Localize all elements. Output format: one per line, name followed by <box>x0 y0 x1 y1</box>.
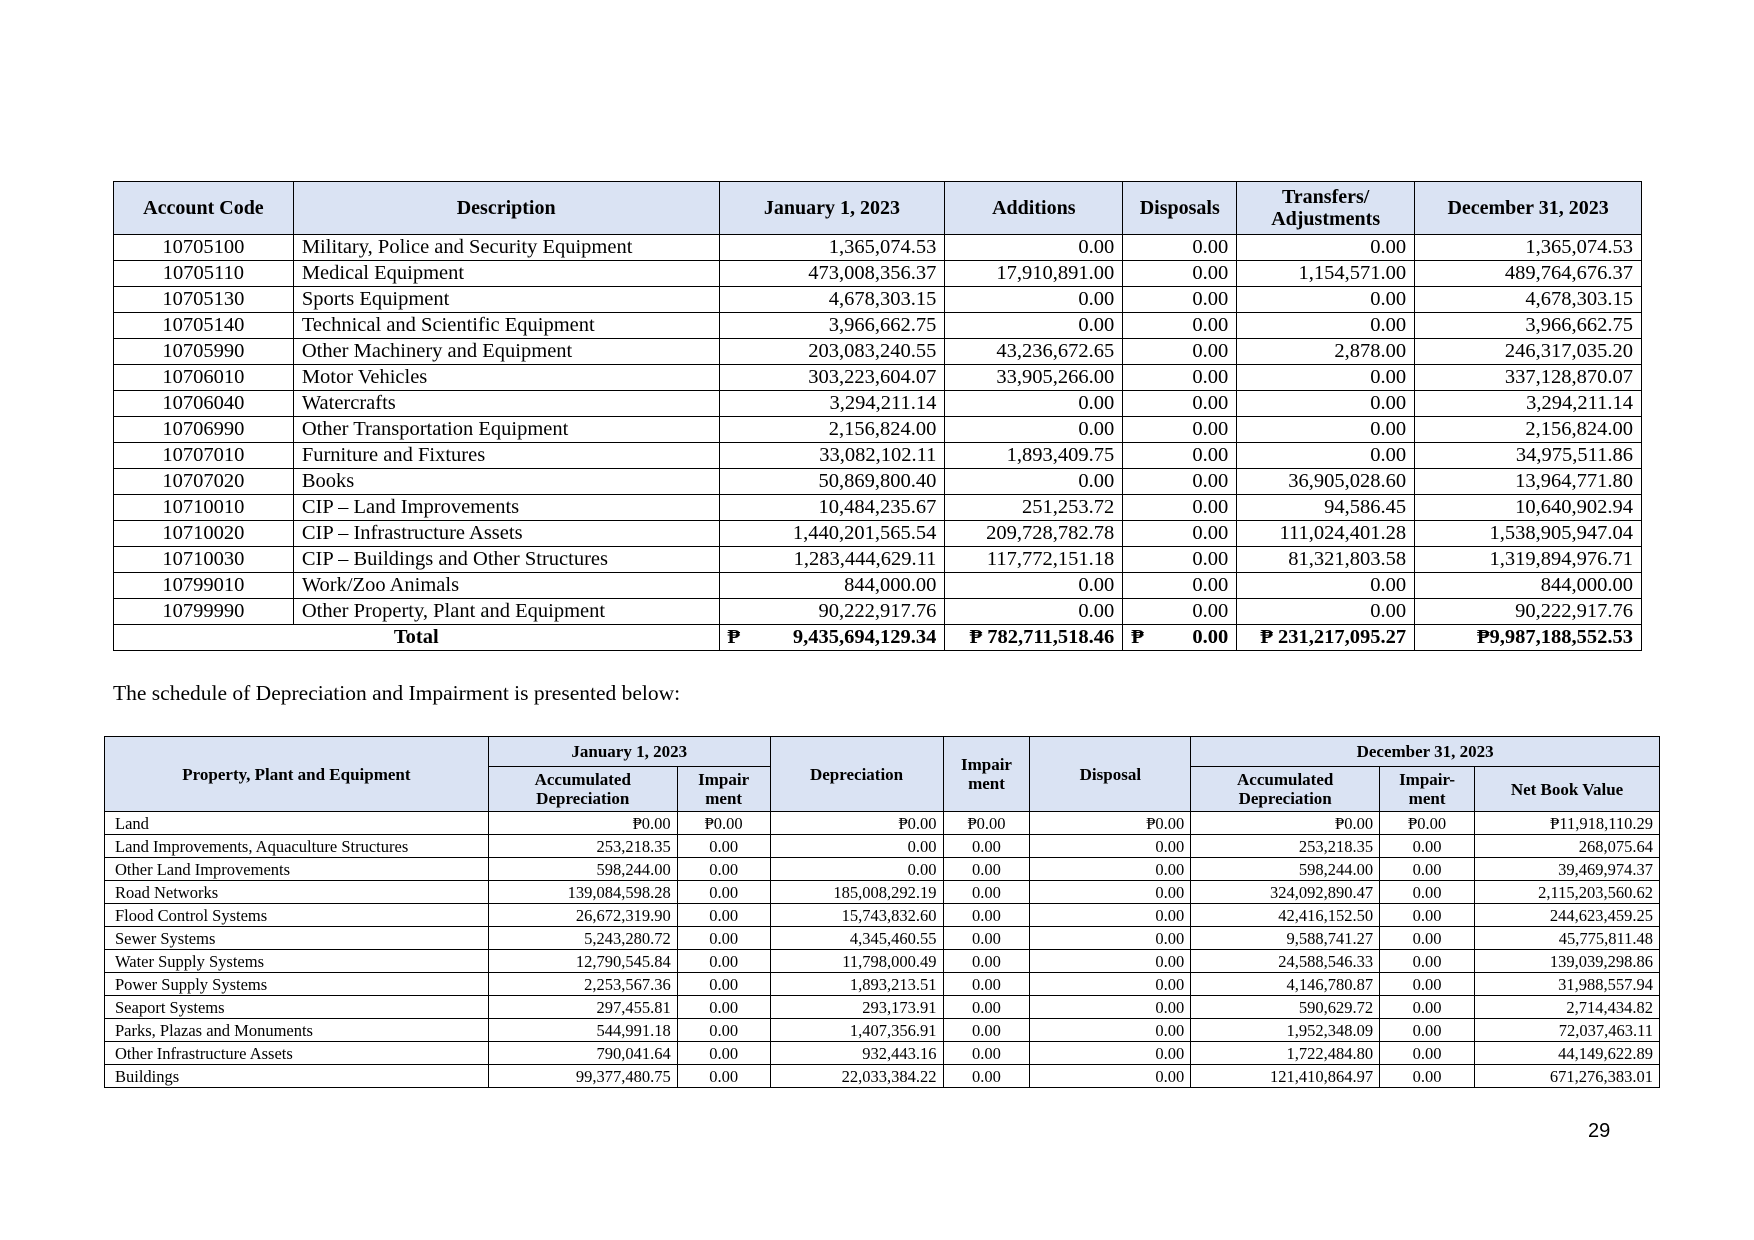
ppe-cell-transfers: 81,321,803.58 <box>1237 547 1415 573</box>
ppe-cell-additions: 251,253.72 <box>945 495 1123 521</box>
ppe-total-row <box>114 625 1642 651</box>
dep-cell-dep: 15,743,832.60 <box>770 904 943 927</box>
header-jan1: January 1, 2023 <box>719 182 945 235</box>
header-description: Description <box>293 182 719 235</box>
dep-cell-nbv: 45,775,811.48 <box>1475 927 1660 950</box>
dep-cell-imp: 0.00 <box>943 927 1030 950</box>
dep-cell-jan_acc: 598,244.00 <box>488 858 677 881</box>
ppe-cell-jan1: 10,484,235.67 <box>719 495 945 521</box>
ppe-cell-dec31: 1,365,074.53 <box>1415 235 1642 261</box>
ppe-cell-disposals: 0.00 <box>1123 547 1237 573</box>
table-row <box>114 495 1642 521</box>
ppe-cell-dec31: 13,964,771.80 <box>1415 469 1642 495</box>
ppe-cell-code: 10706040 <box>114 391 294 417</box>
table-row <box>105 950 1660 973</box>
ppe-cell-description: Technical and Scientific Equipment <box>293 313 719 339</box>
ppe-cell-code: 10707020 <box>114 469 294 495</box>
dep-cell-disp: 0.00 <box>1030 950 1191 973</box>
dep-cell-imp: 0.00 <box>943 858 1030 881</box>
ppe-cell-description: CIP – Infrastructure Assets <box>293 521 719 547</box>
dep-cell-imp: 0.00 <box>943 996 1030 1019</box>
table-row <box>105 835 1660 858</box>
total-disposals-cell <box>1123 625 1237 651</box>
total-jan1: 9,435,694,129.34 <box>792 626 937 648</box>
ppe-cell-transfers: 1,154,571.00 <box>1237 261 1415 287</box>
ppe-cell-disposals: 0.00 <box>1123 339 1237 365</box>
total-currency-symbol: ₱ <box>727 626 741 648</box>
total-jan1-cell <box>719 625 945 651</box>
ppe-cell-code: 10705140 <box>114 313 294 339</box>
ppe-cell-jan1: 203,083,240.55 <box>719 339 945 365</box>
dep-header-dec-acc <box>1191 767 1380 812</box>
dep-cell-jan_imp: 0.00 <box>677 858 770 881</box>
dep-cell-nbv: 39,469,974.37 <box>1475 858 1660 881</box>
ppe-cell-transfers: 0.00 <box>1237 573 1415 599</box>
ppe-cell-description: Other Machinery and Equipment <box>293 339 719 365</box>
dep-cell-dec_acc: 253,218.35 <box>1191 835 1380 858</box>
ppe-cell-dec31: 1,538,905,947.04 <box>1415 521 1642 547</box>
ppe-cell-description: Medical Equipment <box>293 261 719 287</box>
dep-cell-item: Flood Control Systems <box>105 904 489 927</box>
ppe-cell-transfers: 2,878.00 <box>1237 339 1415 365</box>
table-row <box>105 973 1660 996</box>
dep-cell-dep: 932,443.16 <box>770 1042 943 1065</box>
ppe-cell-disposals: 0.00 <box>1123 469 1237 495</box>
dep-cell-jan_acc: 253,218.35 <box>488 835 677 858</box>
ppe-cell-transfers: 0.00 <box>1237 443 1415 469</box>
ppe-cell-code: 10710030 <box>114 547 294 573</box>
dep-cell-dep: 11,798,000.49 <box>770 950 943 973</box>
dep-cell-dep: 1,407,356.91 <box>770 1019 943 1042</box>
dep-cell-jan_imp: 0.00 <box>677 927 770 950</box>
ppe-cell-additions: 209,728,782.78 <box>945 521 1123 547</box>
dep-cell-dep: 293,173.91 <box>770 996 943 1019</box>
ppe-schedule-table <box>113 181 1642 651</box>
table-row <box>114 417 1642 443</box>
dep-cell-jan_imp: 0.00 <box>677 996 770 1019</box>
ppe-cell-additions: 0.00 <box>945 391 1123 417</box>
ppe-cell-dec31: 246,317,035.20 <box>1415 339 1642 365</box>
total-disposals-currency: ₱ <box>1131 626 1144 648</box>
dep-header-jan-acc-line2: Depreciation <box>536 789 630 808</box>
ppe-cell-dec31: 34,975,511.86 <box>1415 443 1642 469</box>
dep-cell-jan_imp: 0.00 <box>677 835 770 858</box>
dep-header-dec-impair-line2: ment <box>1408 789 1446 808</box>
ppe-cell-transfers: 0.00 <box>1237 235 1415 261</box>
ppe-cell-disposals: 0.00 <box>1123 443 1237 469</box>
header-disposals: Disposals <box>1123 182 1237 235</box>
ppe-cell-transfers: 0.00 <box>1237 365 1415 391</box>
dep-header-jan-impair-line1: Impair <box>698 770 750 789</box>
ppe-cell-jan1: 1,365,074.53 <box>719 235 945 261</box>
total-label: Total <box>114 625 720 651</box>
dep-cell-dec_imp: 0.00 <box>1380 996 1475 1019</box>
dep-cell-nbv: 268,075.64 <box>1475 835 1660 858</box>
ppe-cell-description: CIP – Land Improvements <box>293 495 719 521</box>
dep-cell-imp: 0.00 <box>943 950 1030 973</box>
dep-cell-disp: 0.00 <box>1030 858 1191 881</box>
dep-cell-dec_acc: 324,092,890.47 <box>1191 881 1380 904</box>
table-row <box>105 812 1660 835</box>
dep-cell-nbv: 2,115,203,560.62 <box>1475 881 1660 904</box>
table-row <box>114 313 1642 339</box>
dep-cell-item: Sewer Systems <box>105 927 489 950</box>
dep-cell-jan_acc: 297,455.81 <box>488 996 677 1019</box>
dep-cell-jan_acc: 26,672,319.90 <box>488 904 677 927</box>
ppe-cell-additions: 0.00 <box>945 573 1123 599</box>
ppe-cell-additions: 17,910,891.00 <box>945 261 1123 287</box>
dep-header-dec-acc-line1: Accumulated <box>1237 770 1334 789</box>
ppe-cell-description: Work/Zoo Animals <box>293 573 719 599</box>
total-transfers: ₱ 231,217,095.27 <box>1237 625 1415 651</box>
dep-header-disposal: Disposal <box>1030 737 1191 812</box>
ppe-cell-transfers: 0.00 <box>1237 417 1415 443</box>
dep-header-jan1: January 1, 2023 <box>488 737 770 767</box>
dep-cell-jan_imp: 0.00 <box>677 1019 770 1042</box>
dep-cell-dep: 22,033,384.22 <box>770 1065 943 1088</box>
ppe-cell-code: 10707010 <box>114 443 294 469</box>
table-row <box>105 904 1660 927</box>
table-row <box>105 1065 1660 1088</box>
ppe-header-row <box>114 182 1642 235</box>
dep-cell-dec_imp: 0.00 <box>1380 973 1475 996</box>
ppe-cell-jan1: 303,223,604.07 <box>719 365 945 391</box>
dep-cell-jan_acc: 139,084,598.28 <box>488 881 677 904</box>
dep-cell-dec_acc: 24,588,546.33 <box>1191 950 1380 973</box>
table-row <box>114 365 1642 391</box>
dep-header-dec-acc-line2: Depreciation <box>1238 789 1332 808</box>
dep-cell-disp: 0.00 <box>1030 973 1191 996</box>
dep-cell-dec_acc: 9,588,741.27 <box>1191 927 1380 950</box>
dep-cell-item: Water Supply Systems <box>105 950 489 973</box>
ppe-cell-disposals: 0.00 <box>1123 261 1237 287</box>
ppe-cell-disposals: 0.00 <box>1123 573 1237 599</box>
dep-cell-disp: 0.00 <box>1030 835 1191 858</box>
ppe-cell-description: Military, Police and Security Equipment <box>293 235 719 261</box>
dep-cell-disp: 0.00 <box>1030 1042 1191 1065</box>
depreciation-schedule-table <box>104 736 1660 1088</box>
ppe-cell-code: 10799010 <box>114 573 294 599</box>
dep-cell-dep: ₱0.00 <box>770 812 943 835</box>
ppe-cell-jan1: 3,966,662.75 <box>719 313 945 339</box>
dep-cell-jan_acc: 5,243,280.72 <box>488 927 677 950</box>
ppe-cell-jan1: 3,294,211.14 <box>719 391 945 417</box>
ppe-cell-jan1: 473,008,356.37 <box>719 261 945 287</box>
ppe-cell-jan1: 50,869,800.40 <box>719 469 945 495</box>
header-dec31: December 31, 2023 <box>1415 182 1642 235</box>
dep-cell-dec_imp: 0.00 <box>1380 1019 1475 1042</box>
ppe-cell-code: 10705100 <box>114 235 294 261</box>
dep-cell-disp: 0.00 <box>1030 881 1191 904</box>
dep-header-dec31: December 31, 2023 <box>1191 737 1660 767</box>
ppe-cell-dec31: 10,640,902.94 <box>1415 495 1642 521</box>
dep-cell-disp: 0.00 <box>1030 996 1191 1019</box>
total-additions: ₱ 782,711,518.46 <box>945 625 1123 651</box>
dep-cell-jan_imp: 0.00 <box>677 950 770 973</box>
dep-header-dec-impair <box>1380 767 1475 812</box>
table-row <box>114 547 1642 573</box>
ppe-cell-description: Books <box>293 469 719 495</box>
ppe-cell-description: Other Transportation Equipment <box>293 417 719 443</box>
dep-header-row-1 <box>105 737 1660 767</box>
dep-cell-dep: 0.00 <box>770 835 943 858</box>
table-row <box>114 261 1642 287</box>
table-row <box>114 573 1642 599</box>
dep-cell-jan_acc: ₱0.00 <box>488 812 677 835</box>
dep-cell-jan_imp: 0.00 <box>677 1042 770 1065</box>
ppe-cell-transfers: 36,905,028.60 <box>1237 469 1415 495</box>
dep-cell-dec_imp: ₱0.00 <box>1380 812 1475 835</box>
ppe-cell-dec31: 90,222,917.76 <box>1415 599 1642 625</box>
header-transfers-line1: Transfers/ <box>1281 186 1370 208</box>
ppe-cell-jan1: 1,440,201,565.54 <box>719 521 945 547</box>
dep-cell-dec_imp: 0.00 <box>1380 1065 1475 1088</box>
ppe-cell-code: 10705110 <box>114 261 294 287</box>
table-row <box>105 1019 1660 1042</box>
dep-cell-dep: 1,893,213.51 <box>770 973 943 996</box>
dep-cell-dec_acc: 4,146,780.87 <box>1191 973 1380 996</box>
dep-cell-imp: 0.00 <box>943 881 1030 904</box>
table-row <box>114 469 1642 495</box>
dep-cell-jan_imp: 0.00 <box>677 1065 770 1088</box>
dep-cell-item: Parks, Plazas and Monuments <box>105 1019 489 1042</box>
ppe-cell-dec31: 2,156,824.00 <box>1415 417 1642 443</box>
table-row <box>114 235 1642 261</box>
table-row <box>114 443 1642 469</box>
ppe-cell-additions: 117,772,151.18 <box>945 547 1123 573</box>
ppe-cell-disposals: 0.00 <box>1123 521 1237 547</box>
dep-cell-dec_acc: 1,952,348.09 <box>1191 1019 1380 1042</box>
dep-header-dec-impair-line1: Impair- <box>1399 770 1456 789</box>
dep-header-jan-impair-line2: ment <box>705 789 743 808</box>
dep-cell-dec_imp: 0.00 <box>1380 858 1475 881</box>
ppe-cell-disposals: 0.00 <box>1123 365 1237 391</box>
ppe-cell-transfers: 0.00 <box>1237 599 1415 625</box>
table-row <box>114 391 1642 417</box>
page-number: 29 <box>1588 1120 1611 1142</box>
dep-cell-imp: 0.00 <box>943 904 1030 927</box>
ppe-cell-additions: 0.00 <box>945 287 1123 313</box>
dep-cell-jan_imp: ₱0.00 <box>677 812 770 835</box>
dep-cell-dec_acc: ₱0.00 <box>1191 812 1380 835</box>
dep-cell-disp: ₱0.00 <box>1030 812 1191 835</box>
dep-cell-nbv: 671,276,383.01 <box>1475 1065 1660 1088</box>
table-row <box>114 339 1642 365</box>
ppe-cell-jan1: 90,222,917.76 <box>719 599 945 625</box>
dep-cell-dep: 4,345,460.55 <box>770 927 943 950</box>
dep-cell-nbv: 2,714,434.82 <box>1475 996 1660 1019</box>
dep-cell-imp: 0.00 <box>943 1065 1030 1088</box>
dep-cell-jan_acc: 99,377,480.75 <box>488 1065 677 1088</box>
dep-cell-imp: 0.00 <box>943 973 1030 996</box>
dep-table-body <box>105 812 1660 1088</box>
dep-cell-dec_acc: 42,416,152.50 <box>1191 904 1380 927</box>
dep-cell-nbv: 31,988,557.94 <box>1475 973 1660 996</box>
dep-cell-disp: 0.00 <box>1030 904 1191 927</box>
dep-header-impairment-line2: ment <box>968 774 1005 793</box>
dep-cell-dec_acc: 590,629.72 <box>1191 996 1380 1019</box>
ppe-cell-disposals: 0.00 <box>1123 235 1237 261</box>
ppe-cell-jan1: 844,000.00 <box>719 573 945 599</box>
dep-cell-dec_imp: 0.00 <box>1380 881 1475 904</box>
header-account-code: Account Code <box>114 182 294 235</box>
dep-cell-imp: 0.00 <box>943 835 1030 858</box>
ppe-cell-transfers: 0.00 <box>1237 313 1415 339</box>
table-row <box>105 858 1660 881</box>
total-dec31: ₱9,987,188,552.53 <box>1415 625 1642 651</box>
dep-cell-dec_acc: 1,722,484.80 <box>1191 1042 1380 1065</box>
ppe-cell-code: 10706990 <box>114 417 294 443</box>
ppe-cell-additions: 0.00 <box>945 417 1123 443</box>
ppe-cell-description: Other Property, Plant and Equipment <box>293 599 719 625</box>
ppe-cell-jan1: 4,678,303.15 <box>719 287 945 313</box>
dep-cell-item: Road Networks <box>105 881 489 904</box>
dep-cell-item: Buildings <box>105 1065 489 1088</box>
dep-cell-item: Land Improvements, Aquaculture Structures <box>105 835 489 858</box>
ppe-cell-code: 10710020 <box>114 521 294 547</box>
ppe-cell-transfers: 94,586.45 <box>1237 495 1415 521</box>
dep-cell-jan_imp: 0.00 <box>677 973 770 996</box>
ppe-cell-transfers: 111,024,401.28 <box>1237 521 1415 547</box>
ppe-cell-transfers: 0.00 <box>1237 287 1415 313</box>
dep-cell-nbv: 244,623,459.25 <box>1475 904 1660 927</box>
dep-cell-dec_imp: 0.00 <box>1380 950 1475 973</box>
dep-cell-dec_acc: 121,410,864.97 <box>1191 1065 1380 1088</box>
dep-cell-dec_acc: 598,244.00 <box>1191 858 1380 881</box>
ppe-cell-dec31: 3,294,211.14 <box>1415 391 1642 417</box>
dep-header-jan-impair <box>677 767 770 812</box>
ppe-cell-disposals: 0.00 <box>1123 391 1237 417</box>
ppe-table-body <box>114 235 1642 625</box>
dep-cell-jan_acc: 544,991.18 <box>488 1019 677 1042</box>
dep-cell-dec_imp: 0.00 <box>1380 835 1475 858</box>
ppe-cell-description: Motor Vehicles <box>293 365 719 391</box>
dep-cell-item: Land <box>105 812 489 835</box>
table-row <box>114 521 1642 547</box>
dep-cell-nbv: 72,037,463.11 <box>1475 1019 1660 1042</box>
ppe-cell-description: Watercrafts <box>293 391 719 417</box>
dep-header-impairment <box>943 737 1030 812</box>
table-row <box>114 599 1642 625</box>
dep-cell-jan_imp: 0.00 <box>677 881 770 904</box>
total-disposals: 0.00 <box>1192 626 1229 648</box>
ppe-cell-disposals: 0.00 <box>1123 495 1237 521</box>
ppe-cell-code: 10706010 <box>114 365 294 391</box>
dep-cell-disp: 0.00 <box>1030 1065 1191 1088</box>
header-transfers-line2: Adjustments <box>1271 208 1381 230</box>
ppe-cell-additions: 0.00 <box>945 235 1123 261</box>
ppe-cell-code: 10799990 <box>114 599 294 625</box>
dep-cell-dep: 185,008,292.19 <box>770 881 943 904</box>
ppe-cell-additions: 1,893,409.75 <box>945 443 1123 469</box>
ppe-cell-dec31: 489,764,676.37 <box>1415 261 1642 287</box>
ppe-cell-jan1: 2,156,824.00 <box>719 417 945 443</box>
ppe-cell-code: 10705130 <box>114 287 294 313</box>
ppe-cell-disposals: 0.00 <box>1123 313 1237 339</box>
ppe-cell-dec31: 3,966,662.75 <box>1415 313 1642 339</box>
dep-cell-jan_acc: 790,041.64 <box>488 1042 677 1065</box>
table-row <box>105 881 1660 904</box>
ppe-cell-dec31: 1,319,894,976.71 <box>1415 547 1642 573</box>
dep-cell-dec_imp: 0.00 <box>1380 1042 1475 1065</box>
dep-cell-nbv: 44,149,622.89 <box>1475 1042 1660 1065</box>
ppe-cell-dec31: 844,000.00 <box>1415 573 1642 599</box>
dep-header-depreciation: Depreciation <box>770 737 943 812</box>
ppe-cell-additions: 0.00 <box>945 469 1123 495</box>
ppe-cell-additions: 43,236,672.65 <box>945 339 1123 365</box>
dep-cell-dec_imp: 0.00 <box>1380 927 1475 950</box>
ppe-cell-disposals: 0.00 <box>1123 599 1237 625</box>
dep-cell-dec_imp: 0.00 <box>1380 904 1475 927</box>
ppe-cell-additions: 33,905,266.00 <box>945 365 1123 391</box>
ppe-cell-jan1: 1,283,444,629.11 <box>719 547 945 573</box>
dep-cell-imp: 0.00 <box>943 1019 1030 1042</box>
ppe-cell-additions: 0.00 <box>945 599 1123 625</box>
dep-cell-dep: 0.00 <box>770 858 943 881</box>
dep-cell-item: Other Land Improvements <box>105 858 489 881</box>
ppe-cell-jan1: 33,082,102.11 <box>719 443 945 469</box>
ppe-cell-dec31: 4,678,303.15 <box>1415 287 1642 313</box>
table-row <box>105 996 1660 1019</box>
table-row <box>105 1042 1660 1065</box>
ppe-cell-code: 10705990 <box>114 339 294 365</box>
dep-header-jan-acc-line1: Accumulated <box>534 770 631 789</box>
ppe-cell-code: 10710010 <box>114 495 294 521</box>
table-row <box>114 287 1642 313</box>
ppe-cell-description: Sports Equipment <box>293 287 719 313</box>
ppe-cell-description: Furniture and Fixtures <box>293 443 719 469</box>
ppe-cell-transfers: 0.00 <box>1237 391 1415 417</box>
header-transfers <box>1237 182 1415 235</box>
dep-cell-item: Seaport Systems <box>105 996 489 1019</box>
dep-cell-item: Power Supply Systems <box>105 973 489 996</box>
dep-cell-item: Other Infrastructure Assets <box>105 1042 489 1065</box>
dep-cell-imp: ₱0.00 <box>943 812 1030 835</box>
ppe-cell-description: CIP – Buildings and Other Structures <box>293 547 719 573</box>
dep-header-nbv: Net Book Value <box>1475 767 1660 812</box>
dep-cell-jan_imp: 0.00 <box>677 904 770 927</box>
ppe-cell-disposals: 0.00 <box>1123 287 1237 313</box>
dep-header-ppe: Property, Plant and Equipment <box>105 737 489 812</box>
dep-header-impairment-line1: Impair <box>960 755 1012 774</box>
header-additions: Additions <box>945 182 1123 235</box>
dep-cell-disp: 0.00 <box>1030 927 1191 950</box>
ppe-cell-disposals: 0.00 <box>1123 417 1237 443</box>
dep-cell-jan_acc: 2,253,567.36 <box>488 973 677 996</box>
dep-header-jan-acc <box>488 767 677 812</box>
table-row <box>105 927 1660 950</box>
dep-cell-imp: 0.00 <box>943 1042 1030 1065</box>
dep-cell-jan_acc: 12,790,545.84 <box>488 950 677 973</box>
depreciation-intro-text: The schedule of Depreciation and Impairment is presented below: <box>113 681 681 705</box>
dep-cell-nbv: ₱11,918,110.29 <box>1475 812 1660 835</box>
ppe-cell-dec31: 337,128,870.07 <box>1415 365 1642 391</box>
dep-cell-nbv: 139,039,298.86 <box>1475 950 1660 973</box>
ppe-cell-additions: 0.00 <box>945 313 1123 339</box>
dep-cell-disp: 0.00 <box>1030 1019 1191 1042</box>
